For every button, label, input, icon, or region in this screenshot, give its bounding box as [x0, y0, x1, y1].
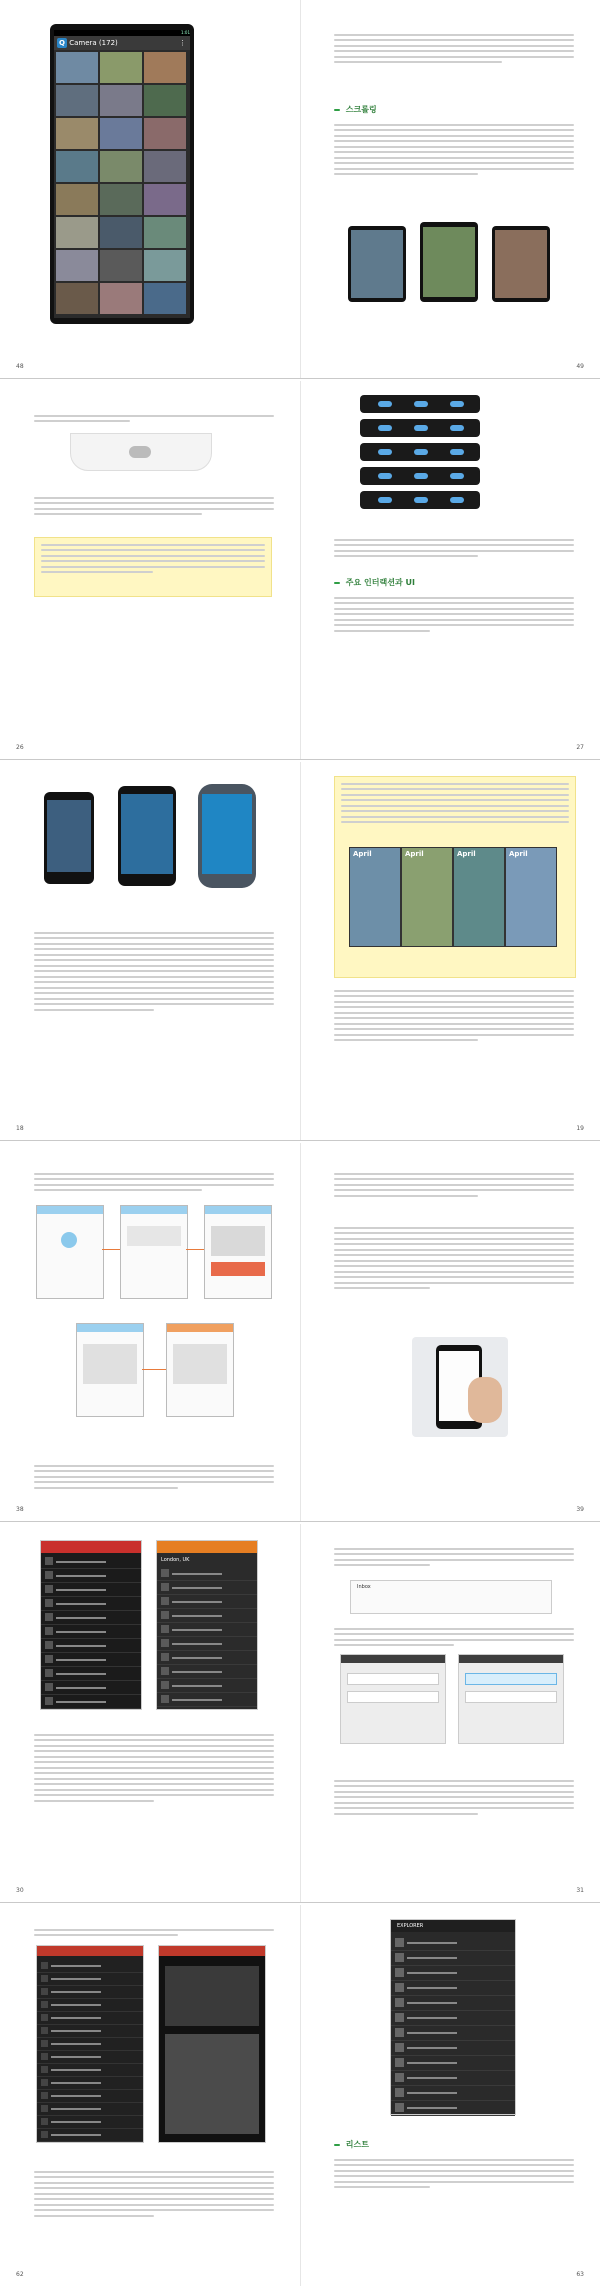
page-63 — [300, 1905, 600, 2286]
music-app-screen — [40, 1540, 142, 1710]
list-item-thumbnail — [41, 1975, 48, 1982]
folio-left: 18 — [16, 1125, 24, 1132]
list-item-thumbnail — [161, 1625, 169, 1633]
list-item[interactable] — [37, 2038, 143, 2051]
folio-left: 48 — [16, 363, 24, 370]
list-item-thumbnail — [41, 2014, 48, 2021]
list-item-thumbnail — [395, 2013, 404, 2022]
photo-thumbnail[interactable] — [56, 250, 98, 281]
list-item-thumbnail — [395, 2028, 404, 2037]
list-item[interactable] — [41, 1569, 141, 1583]
list-item[interactable] — [157, 1651, 257, 1665]
photo-thumbnail[interactable] — [56, 85, 98, 116]
list-item-label — [51, 2082, 101, 2084]
photo-grid — [56, 52, 188, 318]
explorer-title: EXPLORER — [397, 1923, 424, 1929]
section-heading-scrolling: 스크롤링 — [334, 104, 377, 115]
settings-screen-2 — [458, 1654, 564, 1744]
scroll-phones-figure — [340, 222, 560, 302]
list-item-thumbnail — [161, 1653, 169, 1661]
list-item[interactable] — [37, 2012, 143, 2025]
nav-button-row — [360, 443, 480, 461]
photo-thumbnail[interactable] — [144, 283, 186, 314]
list-item-thumbnail — [45, 1641, 53, 1649]
list-item[interactable] — [391, 2011, 515, 2026]
page-38 — [0, 1143, 300, 1521]
folio-right: 49 — [576, 363, 584, 370]
list-item-thumbnail — [45, 1613, 53, 1621]
list-item-label — [407, 1972, 457, 1974]
list-item-thumbnail — [41, 2118, 48, 2125]
list-item-label — [51, 2108, 101, 2110]
list-item-label — [51, 2017, 101, 2019]
body-text-2 — [34, 2167, 274, 2217]
list-item[interactable] — [37, 1999, 143, 2012]
list-item[interactable] — [157, 1623, 257, 1637]
folio-right: 39 — [576, 1506, 584, 1513]
weather-list — [157, 1567, 257, 1707]
drawer-list — [37, 1960, 143, 2142]
book-spread-1 — [0, 0, 600, 379]
drag-flow-figure — [36, 1205, 272, 1445]
gallery-action-bar — [54, 36, 190, 50]
list-item-thumbnail — [395, 2058, 404, 2067]
list-item-thumbnail — [395, 2073, 404, 2082]
music-list — [41, 1555, 141, 1709]
list-item-label — [407, 2032, 457, 2034]
list-item-label — [407, 2002, 457, 2004]
list-item-label — [56, 1673, 106, 1675]
photo-thumbnail[interactable] — [144, 184, 186, 215]
body-text-2 — [334, 1624, 574, 1646]
list-item-label — [51, 2095, 101, 2097]
folio-left: 30 — [16, 1887, 24, 1894]
three-phones-figure — [40, 784, 260, 894]
list-item-label — [56, 1575, 106, 1577]
body-text — [34, 928, 274, 1011]
list-item-thumbnail — [45, 1585, 53, 1593]
list-item-thumbnail — [161, 1611, 169, 1619]
nav-key — [450, 425, 464, 431]
body-text — [34, 1730, 274, 1802]
list-item[interactable] — [37, 1960, 143, 1973]
body-text-2 — [334, 1223, 574, 1289]
list-item-thumbnail — [161, 1695, 169, 1703]
calendar-month-label: April — [457, 850, 476, 858]
list-item[interactable] — [41, 1695, 141, 1709]
gallery-screen — [54, 30, 190, 318]
body-text-1 — [334, 30, 574, 63]
list-item-label — [56, 1617, 106, 1619]
list-item[interactable] — [37, 2051, 143, 2064]
list-item-thumbnail — [45, 1571, 53, 1579]
section-badge — [334, 109, 340, 111]
list-item[interactable] — [157, 1595, 257, 1609]
folio-left: 38 — [16, 1506, 24, 1513]
list-item-thumbnail — [41, 2053, 48, 2060]
hand-phone-photo — [412, 1337, 508, 1437]
flow-arrow-2 — [186, 1249, 204, 1250]
body-text — [334, 986, 574, 1041]
photo-thumbnail[interactable] — [100, 250, 142, 281]
list-item-label — [172, 1657, 222, 1659]
list-item[interactable] — [37, 2103, 143, 2116]
body-text-2 — [334, 120, 574, 175]
list-item-label — [51, 2004, 101, 2006]
inbox-popup — [350, 1580, 552, 1614]
list-item[interactable] — [157, 1567, 257, 1581]
wireframe-1 — [36, 1205, 104, 1299]
gallery-title: Camera (172) — [69, 39, 118, 47]
phone-a — [348, 226, 406, 302]
list-item-thumbnail — [41, 1962, 48, 1969]
list-item-label — [172, 1601, 222, 1603]
list-item-thumbnail — [161, 1681, 169, 1689]
nav-key — [378, 473, 392, 479]
list-item[interactable] — [391, 1966, 515, 1981]
photo-thumbnail[interactable] — [100, 118, 142, 149]
folio-right: 27 — [576, 744, 584, 751]
list-item[interactable] — [391, 2026, 515, 2041]
body-text-2 — [34, 493, 274, 515]
list-item[interactable] — [41, 1583, 141, 1597]
list-item[interactable] — [391, 2056, 515, 2071]
list-item[interactable] — [391, 2101, 515, 2116]
list-item-thumbnail — [395, 1968, 404, 1977]
list-item-label — [51, 2134, 101, 2136]
nav-button-row — [360, 491, 480, 509]
list-item[interactable] — [37, 2116, 143, 2129]
list-item[interactable] — [37, 2025, 143, 2038]
body-text-1 — [34, 1169, 274, 1191]
list-item-label — [407, 1942, 457, 1944]
list-item[interactable] — [157, 1609, 257, 1623]
calendar-month-label: April — [353, 850, 372, 858]
list-item[interactable] — [41, 1653, 141, 1667]
photo-thumbnail[interactable] — [100, 85, 142, 116]
list-item[interactable] — [37, 2064, 143, 2077]
note-box — [334, 776, 576, 978]
body-text-2 — [34, 1461, 274, 1489]
list-item[interactable] — [41, 1681, 141, 1695]
phone-bottom-figure — [70, 433, 212, 471]
body-text — [334, 2155, 574, 2188]
list-item-thumbnail — [45, 1655, 53, 1663]
body-text-1 — [34, 1925, 274, 1936]
body-text-1 — [34, 411, 274, 422]
list-item-label — [51, 1965, 101, 1967]
page-27 — [300, 381, 600, 759]
list-item[interactable] — [37, 1986, 143, 1999]
phone-b — [420, 222, 478, 302]
nav-key — [414, 497, 428, 503]
list-item-thumbnail — [45, 1599, 53, 1607]
book-spread-4 — [0, 1143, 600, 1522]
photo-thumbnail[interactable] — [56, 184, 98, 215]
photo-thumbnail[interactable] — [144, 85, 186, 116]
page-19 — [300, 762, 600, 1140]
list-item[interactable] — [391, 1981, 515, 1996]
nav-key — [378, 401, 392, 407]
phone-1 — [44, 792, 94, 884]
nav-key — [378, 449, 392, 455]
list-item-thumbnail — [41, 2066, 48, 2073]
folio-left: 62 — [16, 2271, 24, 2278]
list-item-label — [172, 1685, 222, 1687]
calendar-column — [401, 847, 453, 947]
list-item-thumbnail — [395, 1953, 404, 1962]
section-badge — [334, 582, 340, 584]
list-item-label — [172, 1587, 222, 1589]
list-item-label — [56, 1603, 106, 1605]
folio-right: 19 — [576, 1125, 584, 1132]
folio-right: 63 — [576, 2271, 584, 2278]
list-item-thumbnail — [395, 2043, 404, 2052]
list-item-label — [56, 1561, 106, 1563]
tip-box — [34, 537, 272, 597]
phone-c — [492, 226, 550, 302]
nav-drawer-figure — [36, 1945, 266, 2145]
list-item-label — [51, 2030, 101, 2032]
list-item-thumbnail — [161, 1639, 169, 1647]
phone-buttons-figure — [360, 395, 540, 515]
body-text-1 — [334, 1169, 574, 1197]
list-item-label — [56, 1631, 106, 1633]
list-item-thumbnail — [45, 1697, 53, 1705]
list-item-label — [407, 2047, 457, 2049]
nav-key — [450, 449, 464, 455]
nav-button-row — [360, 419, 480, 437]
list-item[interactable] — [391, 2041, 515, 2056]
list-item[interactable] — [37, 2129, 143, 2142]
two-phone-screens-figure — [40, 1540, 260, 1710]
photo-thumbnail[interactable] — [144, 217, 186, 248]
list-item-thumbnail — [45, 1683, 53, 1691]
list-item-label — [407, 2107, 457, 2109]
body-text-1 — [334, 1544, 574, 1566]
nav-button-row — [360, 467, 480, 485]
flow-arrow-1 — [102, 1249, 120, 1250]
list-item-thumbnail — [45, 1627, 53, 1635]
nav-key — [450, 473, 464, 479]
list-item-thumbnail — [161, 1667, 169, 1675]
page-26 — [0, 381, 300, 759]
calendar-column — [505, 847, 557, 947]
list-item-label — [172, 1699, 222, 1701]
calendar-column — [453, 847, 505, 947]
phone-camera-gallery — [50, 24, 194, 324]
list-item-label — [172, 1573, 222, 1575]
calendar-month-label: April — [509, 850, 528, 858]
list-item[interactable] — [157, 1665, 257, 1679]
phone-2 — [118, 786, 176, 886]
content-screen — [158, 1945, 266, 2143]
list-item-label — [172, 1615, 222, 1617]
list-item-label — [407, 2017, 457, 2019]
list-item-label — [172, 1671, 222, 1673]
calendar-column — [349, 847, 401, 947]
list-item-label — [172, 1643, 222, 1645]
weather-app-screen — [156, 1540, 258, 1710]
list-item-thumbnail — [41, 2079, 48, 2086]
photo-thumbnail[interactable] — [56, 283, 98, 314]
list-item-thumbnail — [41, 1988, 48, 1995]
list-item-thumbnail — [41, 2001, 48, 2008]
list-item-thumbnail — [41, 2027, 48, 2034]
nav-key — [414, 401, 428, 407]
calendar-month-label: April — [405, 850, 424, 858]
body-text-1 — [334, 535, 574, 557]
list-item[interactable] — [37, 1973, 143, 1986]
hand-shape — [468, 1377, 502, 1423]
list-item-label — [407, 2077, 457, 2079]
page-18 — [0, 762, 300, 1140]
list-item-label — [51, 1991, 101, 1993]
settings-screens-figure — [340, 1654, 564, 1744]
nav-key — [450, 401, 464, 407]
photo-thumbnail[interactable] — [56, 217, 98, 248]
list-item-label — [56, 1687, 106, 1689]
wireframe-2 — [120, 1205, 188, 1299]
list-item[interactable] — [157, 1693, 257, 1707]
page-48 — [0, 0, 300, 378]
list-item-thumbnail — [41, 2040, 48, 2047]
photo-thumbnail[interactable] — [100, 217, 142, 248]
location-title: London, UK — [161, 1557, 190, 1563]
list-item-label — [56, 1645, 106, 1647]
camera-app-icon[interactable]: Q — [57, 38, 67, 48]
list-item-label — [407, 1957, 457, 1959]
list-item-thumbnail — [41, 2092, 48, 2099]
list-item-thumbnail — [395, 1983, 404, 1992]
list-item-label — [51, 2121, 101, 2123]
inbox-popup-title: Inbox — [357, 1584, 371, 1590]
wireframe-3 — [204, 1205, 272, 1299]
list-item-label — [407, 2092, 457, 2094]
list-item[interactable] — [157, 1637, 257, 1651]
list-item[interactable] — [41, 1597, 141, 1611]
flow-arrow-3 — [142, 1369, 166, 1370]
list-item[interactable] — [41, 1555, 141, 1569]
phone-3 — [198, 784, 256, 888]
list-item[interactable] — [391, 1951, 515, 1966]
list-item-label — [51, 1978, 101, 1980]
nav-key — [378, 425, 392, 431]
list-item[interactable] — [391, 2071, 515, 2086]
photo-thumbnail[interactable] — [144, 52, 186, 83]
page-62 — [0, 1905, 300, 2286]
list-item[interactable] — [37, 2077, 143, 2090]
list-item[interactable] — [157, 1581, 257, 1595]
list-item-label — [51, 2056, 101, 2058]
list-item[interactable] — [41, 1639, 141, 1653]
folio-right: 31 — [576, 1887, 584, 1894]
list-item-thumbnail — [161, 1583, 169, 1591]
drawer-screen — [36, 1945, 144, 2143]
photo-thumbnail[interactable] — [144, 250, 186, 281]
folio-left: 26 — [16, 744, 24, 751]
book-spread-6 — [0, 1905, 600, 2286]
list-item[interactable] — [41, 1667, 141, 1681]
list-item-thumbnail — [395, 1998, 404, 2007]
list-item-thumbnail — [41, 2131, 48, 2138]
section-badge — [334, 2144, 340, 2146]
body-text-2 — [334, 593, 574, 632]
list-item-thumbnail — [395, 1938, 404, 1947]
explorer-list — [391, 1936, 515, 2116]
nav-key — [414, 425, 428, 431]
body-text-3 — [334, 1776, 574, 1815]
list-item-label — [56, 1659, 106, 1661]
list-item[interactable] — [37, 2090, 143, 2103]
photo-thumbnail[interactable] — [144, 118, 186, 149]
list-item-thumbnail — [161, 1597, 169, 1605]
photo-thumbnail[interactable] — [100, 283, 142, 314]
list-item-label — [407, 2062, 457, 2064]
photo-thumbnail[interactable] — [56, 151, 98, 182]
file-explorer-screen — [390, 1919, 516, 2115]
list-item[interactable] — [391, 1996, 515, 2011]
list-item-thumbnail — [395, 2088, 404, 2097]
settings-screen-1 — [340, 1654, 446, 1744]
nav-key — [414, 449, 428, 455]
list-item-thumbnail — [45, 1557, 53, 1565]
calendar-figure — [349, 847, 559, 947]
list-item-thumbnail — [45, 1669, 53, 1677]
list-item-thumbnail — [395, 2103, 404, 2112]
book-spread-2 — [0, 381, 600, 760]
list-item[interactable] — [41, 1625, 141, 1639]
wireframe-4 — [76, 1323, 144, 1417]
nav-key — [378, 497, 392, 503]
list-item-thumbnail — [161, 1569, 169, 1577]
list-item[interactable] — [157, 1679, 257, 1693]
photo-thumbnail[interactable] — [56, 52, 98, 83]
wireframe-5 — [166, 1323, 234, 1417]
list-item[interactable] — [391, 1936, 515, 1951]
status-time: 1:01 — [181, 30, 190, 35]
page-49 — [300, 0, 600, 378]
page-31 — [300, 1524, 600, 1902]
section-heading-list: 리스트 — [334, 2139, 369, 2150]
photo-thumbnail[interactable] — [56, 118, 98, 149]
list-item-label — [56, 1701, 106, 1703]
list-item-label — [407, 1987, 457, 1989]
list-item-label — [172, 1629, 222, 1631]
list-item[interactable] — [41, 1611, 141, 1625]
page-39 — [300, 1143, 600, 1521]
photo-thumbnail[interactable] — [100, 151, 142, 182]
photo-thumbnail[interactable] — [100, 52, 142, 83]
list-item-label — [51, 2043, 101, 2045]
menu-icon[interactable]: ⋮ — [179, 39, 186, 47]
list-item[interactable] — [391, 2086, 515, 2101]
nav-button-row — [360, 395, 480, 413]
nav-key — [450, 497, 464, 503]
list-item-thumbnail — [41, 2105, 48, 2112]
nav-key — [414, 473, 428, 479]
list-item-label — [51, 2069, 101, 2071]
section-heading-interaction: 주요 인터랙션과 UI — [334, 577, 415, 588]
photo-thumbnail[interactable] — [100, 184, 142, 215]
photo-thumbnail[interactable] — [144, 151, 186, 182]
page-30 — [0, 1524, 300, 1902]
list-item-label — [56, 1589, 106, 1591]
book-spread-5 — [0, 1524, 600, 1903]
book-spread-3 — [0, 762, 600, 1141]
